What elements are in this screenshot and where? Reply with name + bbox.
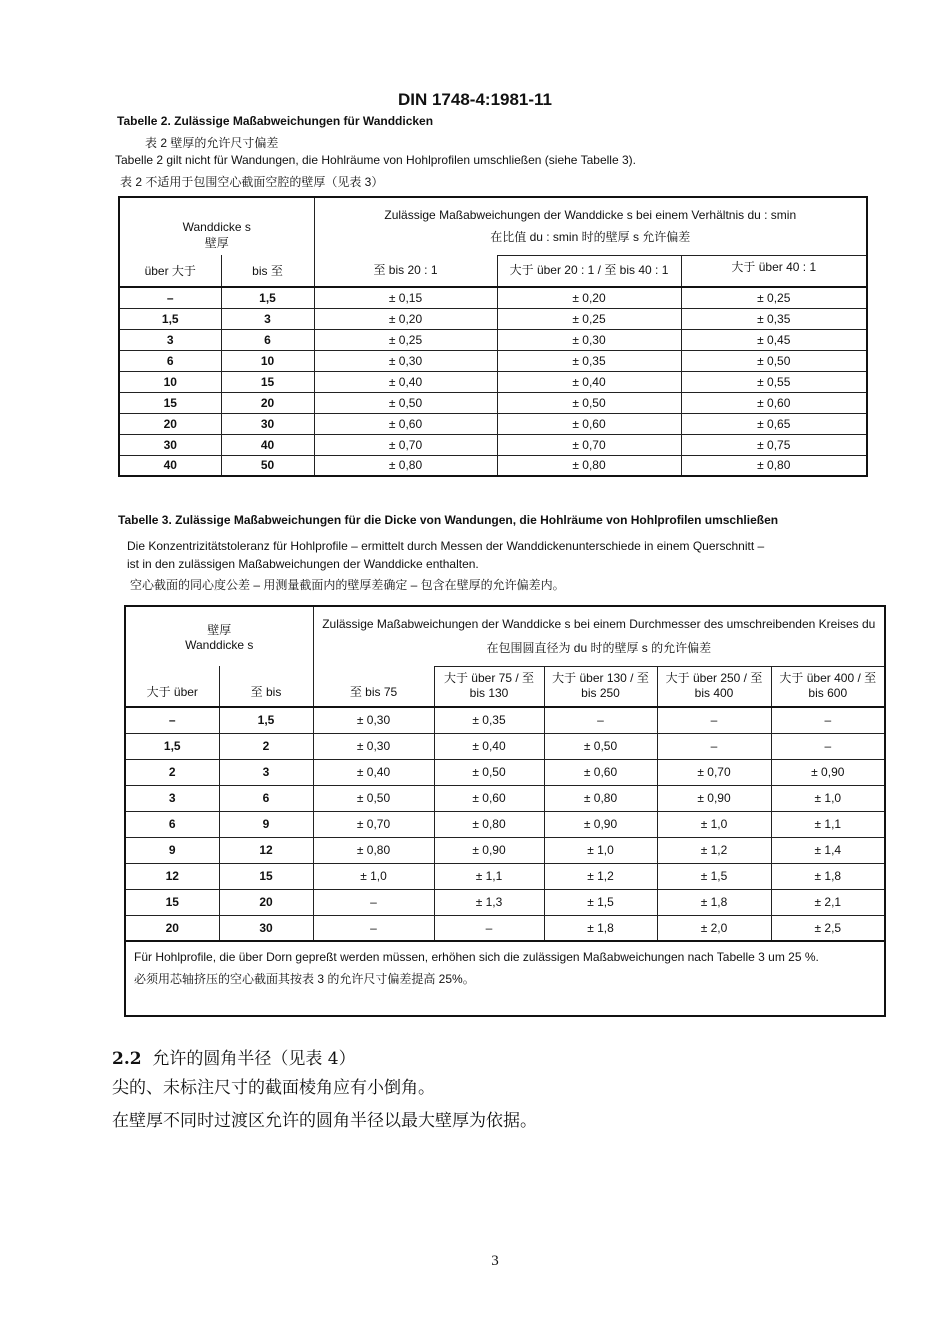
- wall-thickness-label-zh: 壁厚: [204, 236, 229, 250]
- thickness-cell: –: [125, 707, 219, 733]
- tolerance-header: Zulässige Maßabweichungen der Wanddicke s bei einem Durchmesser des umschreibenden Kreises du: [322, 616, 876, 631]
- column-header: 大于 über 40 : 1: [681, 255, 867, 287]
- table3-note-zh: 空心截面的同心度公差 – 用测量截面内的壁厚差确定 – 包含在壁厚的允许偏差内。: [130, 578, 565, 592]
- tolerance-cell: ± 2,5: [771, 915, 885, 941]
- tolerance-cell: –: [657, 733, 771, 759]
- table-row: [125, 889, 885, 915]
- thickness-cell: 1,5: [125, 733, 219, 759]
- thickness-cell: –: [119, 287, 221, 308]
- section-line-1: 尖的、未标注尺寸的截面棱角应有小倒角。: [112, 1078, 435, 1098]
- tolerance-cell: ± 0,15: [314, 287, 497, 308]
- thickness-cell: 30: [119, 434, 221, 455]
- thickness-cell: 20: [219, 889, 313, 915]
- column-header: 大于 über 400 / 至 bis 600: [771, 666, 885, 707]
- wall-thickness-label-zh: 壁厚: [207, 623, 232, 637]
- thickness-cell: 10: [119, 371, 221, 392]
- thickness-cell: 9: [219, 811, 313, 837]
- tolerance-cell: –: [434, 915, 544, 941]
- tolerance-cell: ± 1,5: [544, 889, 657, 915]
- tolerance-cell: ± 1,0: [313, 863, 434, 889]
- table-row: [125, 785, 885, 811]
- tolerance-cell: ± 1,8: [657, 889, 771, 915]
- tolerance-cell: ± 0,30: [313, 707, 434, 733]
- thickness-cell: 6: [125, 811, 219, 837]
- thickness-cell: 20: [125, 915, 219, 941]
- tolerance-cell: –: [544, 707, 657, 733]
- thickness-cell: 2: [125, 759, 219, 785]
- table-row: [125, 759, 885, 785]
- tolerance-cell: ± 0,70: [314, 434, 497, 455]
- thickness-cell: 12: [125, 863, 219, 889]
- tolerance-cell: ± 0,60: [681, 392, 867, 413]
- thickness-cell: 10: [221, 350, 314, 371]
- wall-thickness-label: Wanddicke s: [182, 220, 251, 234]
- table-row: [119, 287, 867, 308]
- document-title: DIN 1748-4:1981-11: [397, 90, 553, 109]
- table3-note-1: Die Konzentrizitätstoleranz für Hohlprofile – ermittelt durch Messen der Wanddickenunterschiede in einem Querschnitt –: [127, 539, 765, 553]
- section-title: 允许的圆角半径（见表 4）: [152, 1049, 356, 1069]
- thickness-cell: 3: [125, 785, 219, 811]
- wall-thickness-header: [119, 197, 314, 255]
- column-header: 至 bis 20 : 1: [314, 255, 497, 287]
- page-number: 3: [491, 1253, 499, 1269]
- tolerance-header-zh: 在包围圆直径为 du 时的壁厚 s 的允许偏差: [486, 640, 712, 655]
- header-to: 至 bis: [219, 666, 313, 707]
- tolerance-cell: ± 0,80: [544, 785, 657, 811]
- tolerance-cell: ± 0,30: [313, 733, 434, 759]
- tolerance-cell: ± 0,25: [681, 287, 867, 308]
- tolerance-cell: ± 1,4: [771, 837, 885, 863]
- tolerance-cell: ± 0,40: [313, 759, 434, 785]
- thickness-cell: 6: [219, 785, 313, 811]
- tolerance-cell: –: [771, 733, 885, 759]
- table-row: [119, 413, 867, 434]
- tolerance-cell: ± 0,45: [681, 329, 867, 350]
- thickness-cell: 40: [119, 455, 221, 476]
- table-row: [119, 350, 867, 371]
- table-row: [125, 707, 885, 733]
- tolerance-cell: ± 1,5: [657, 863, 771, 889]
- table2: [118, 196, 868, 477]
- tolerance-cell: ± 0,70: [313, 811, 434, 837]
- table-row: [125, 811, 885, 837]
- tolerance-cell: ± 0,20: [497, 287, 681, 308]
- tolerance-cell: ± 0,35: [497, 350, 681, 371]
- table2-caption-zh: 表 2 壁厚的允许尺寸偏差: [145, 136, 279, 150]
- thickness-cell: 3: [221, 308, 314, 329]
- tolerance-header-zh: 在比值 du : smin 时的壁厚 s 允许偏差: [490, 230, 691, 244]
- thickness-cell: 6: [221, 329, 314, 350]
- tolerance-cell: ± 2,1: [771, 889, 885, 915]
- header-over: 大于 über: [125, 666, 219, 707]
- column-header: 大于 über 75 / 至 bis 130: [434, 666, 544, 707]
- tolerance-cell: ± 1,1: [771, 811, 885, 837]
- table3: [124, 605, 886, 1017]
- thickness-cell: 30: [219, 915, 313, 941]
- column-header: 大于 über 130 / 至 bis 250: [544, 666, 657, 707]
- thickness-cell: 15: [219, 863, 313, 889]
- tolerance-cell: ± 0,60: [314, 413, 497, 434]
- wall-thickness-header: [125, 606, 313, 666]
- tolerance-cell: ± 0,50: [497, 392, 681, 413]
- tolerance-cell: –: [313, 915, 434, 941]
- tolerance-cell: ± 0,70: [497, 434, 681, 455]
- tolerance-cell: ± 0,35: [681, 308, 867, 329]
- thickness-cell: 3: [119, 329, 221, 350]
- header-over: über 大于: [119, 255, 221, 287]
- table-row: [119, 434, 867, 455]
- tolerance-cell: ± 1,2: [544, 863, 657, 889]
- table2-note-zh: 表 2 不适用于包围空心截面空腔的壁厚（见表 3）: [120, 175, 384, 189]
- tolerance-cell: ± 0,50: [313, 785, 434, 811]
- table-row: [119, 329, 867, 350]
- table3-note-2: ist in den zulässigen Maßabweichungen der Wanddicke enthalten.: [127, 557, 479, 571]
- tolerance-cell: ± 0,90: [657, 785, 771, 811]
- thickness-cell: 30: [221, 413, 314, 434]
- thickness-cell: 40: [221, 434, 314, 455]
- column-header: 大于 über 20 : 1 / 至 bis 40 : 1: [497, 255, 681, 287]
- table3-caption: Tabelle 3. Zulässige Maßabweichungen für die Dicke von Wandungen, die Hohlräume von Hohlprofilen umschließen: [118, 513, 779, 527]
- thickness-cell: 6: [119, 350, 221, 371]
- tolerance-cell: ± 0,50: [544, 733, 657, 759]
- tolerance-cell: –: [771, 707, 885, 733]
- tolerance-cell: ± 1,2: [657, 837, 771, 863]
- tolerance-cell: ± 1,0: [544, 837, 657, 863]
- table2-note: Tabelle 2 gilt nicht für Wandungen, die Hohlräume von Hohlprofilen umschließen (siehe Tabelle 3).: [115, 153, 636, 167]
- table-row: [125, 863, 885, 889]
- thickness-cell: 50: [221, 455, 314, 476]
- section-number: 2.2: [112, 1049, 142, 1069]
- tolerance-cell: ± 0,35: [434, 707, 544, 733]
- tolerance-cell: ± 0,90: [434, 837, 544, 863]
- tolerance-cell: ± 0,50: [434, 759, 544, 785]
- tolerance-cell: ± 0,60: [497, 413, 681, 434]
- tolerance-cell: ± 0,80: [681, 455, 867, 476]
- tolerance-cell: ± 0,50: [314, 392, 497, 413]
- thickness-cell: 2: [219, 733, 313, 759]
- tolerance-cell: ± 0,25: [497, 308, 681, 329]
- tolerance-cell: ± 0,50: [681, 350, 867, 371]
- column-header: 大于 über 250 / 至 bis 400: [657, 666, 771, 707]
- tolerance-cell: ± 1,0: [657, 811, 771, 837]
- column-header: 至 bis 75: [313, 666, 434, 707]
- table-row: [119, 455, 867, 476]
- thickness-cell: 15: [125, 889, 219, 915]
- thickness-cell: 20: [221, 392, 314, 413]
- thickness-cell: 1,5: [119, 308, 221, 329]
- table3-footnote-zh: 必须用芯轴挤压的空心截面其按表 3 的允许尺寸偏差提高 25%。: [134, 972, 475, 986]
- tolerance-cell: –: [313, 889, 434, 915]
- tolerance-cell: ± 1,8: [544, 915, 657, 941]
- thickness-cell: 9: [125, 837, 219, 863]
- tolerance-cell: ± 0,75: [681, 434, 867, 455]
- table-row: [119, 392, 867, 413]
- tolerance-cell: ± 0,40: [434, 733, 544, 759]
- tolerance-cell: ± 0,80: [314, 455, 497, 476]
- tolerance-cell: ± 0,65: [681, 413, 867, 434]
- wall-thickness-label: Wanddicke s: [185, 638, 254, 652]
- tolerance-cell: ± 0,30: [314, 350, 497, 371]
- tolerance-cell: ± 0,40: [497, 371, 681, 392]
- header-to: bis 至: [221, 255, 314, 287]
- section-heading: [112, 1044, 356, 1069]
- tolerance-cell: ± 0,90: [771, 759, 885, 785]
- table-row: [119, 371, 867, 392]
- tolerance-cell: ± 0,25: [314, 329, 497, 350]
- thickness-cell: 15: [119, 392, 221, 413]
- thickness-cell: 15: [221, 371, 314, 392]
- tolerance-cell: ± 0,30: [497, 329, 681, 350]
- tolerance-cell: ± 0,55: [681, 371, 867, 392]
- table3-footnote: Für Hohlprofile, die über Dorn gepreßt werden müssen, erhöhen sich die zulässigen Maßabweichungen nach Tabelle 3 um 25 %.: [134, 950, 819, 964]
- tolerance-cell: ± 0,60: [544, 759, 657, 785]
- tolerance-cell: –: [657, 707, 771, 733]
- thickness-cell: 12: [219, 837, 313, 863]
- tolerance-cell: ± 0,90: [544, 811, 657, 837]
- table-row: [125, 733, 885, 759]
- tolerance-cell: ± 1,1: [434, 863, 544, 889]
- tolerance-cell: ± 0,40: [314, 371, 497, 392]
- table-row: [119, 308, 867, 329]
- table2-caption: Tabelle 2. Zulässige Maßabweichungen für Wanddicken: [117, 114, 434, 128]
- tolerance-cell: ± 2,0: [657, 915, 771, 941]
- tolerance-cell: ± 1,3: [434, 889, 544, 915]
- tolerance-cell: ± 0,20: [314, 308, 497, 329]
- table-row: [125, 837, 885, 863]
- thickness-cell: 3: [219, 759, 313, 785]
- table-row: [125, 915, 885, 941]
- thickness-cell: 20: [119, 413, 221, 434]
- thickness-cell: 1,5: [219, 707, 313, 733]
- tolerance-cell: ± 0,80: [313, 837, 434, 863]
- thickness-cell: 1,5: [221, 287, 314, 308]
- tolerance-cell: ± 0,60: [434, 785, 544, 811]
- section-line-2: 在壁厚不同时过渡区允许的圆角半径以最大壁厚为依据。: [112, 1111, 537, 1131]
- tolerance-cell: ± 0,70: [657, 759, 771, 785]
- tolerance-header: Zulässige Maßabweichungen der Wanddicke s bei einem Verhältnis du : smin: [384, 208, 797, 222]
- tolerance-cell: ± 0,80: [497, 455, 681, 476]
- tolerance-cell: ± 1,8: [771, 863, 885, 889]
- tolerance-cell: ± 0,80: [434, 811, 544, 837]
- tolerance-cell: ± 1,0: [771, 785, 885, 811]
